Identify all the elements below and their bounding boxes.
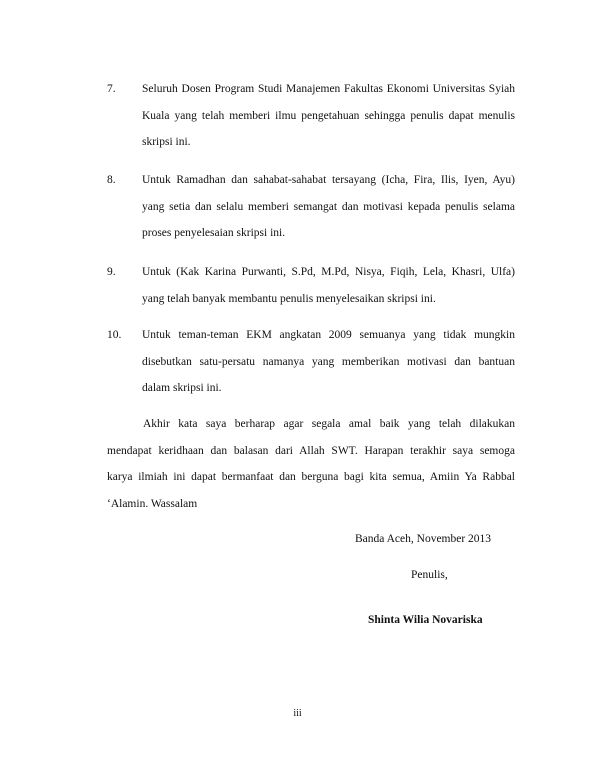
text-line: mendapat keridhaan dan balasan dari Allah SWT. Harapan terakhir saya semoga xyxy=(107,444,515,457)
list-item xyxy=(107,76,515,156)
text-line: ‘Alamin. Wassalam xyxy=(107,497,198,510)
list-item xyxy=(107,259,515,312)
list-item-text xyxy=(142,259,515,312)
text-line: Untuk teman-teman EKM angkatan 2009 semuanya yang tidak mungkin xyxy=(142,329,515,341)
list-item-text xyxy=(142,167,515,247)
text-line: dalam skripsi ini. xyxy=(142,382,222,394)
closing-paragraph xyxy=(107,411,515,517)
list-item-text xyxy=(142,76,515,156)
text-line: Untuk Ramadhan dan sahabat-sahabat tersayang (Icha, Fira, Ilis, Iyen, Ayu) xyxy=(142,174,515,186)
signature-place-date: Banda Aceh, November 2013 xyxy=(355,533,492,545)
list-item-number: 10. xyxy=(107,329,122,341)
text-line: Seluruh Dosen Program Studi Manajemen Fakultas Ekonomi Universitas Syiah xyxy=(142,83,515,95)
text-line: Untuk (Kak Karina Purwanti, S.Pd, M.Pd, Nisya, Fiqih, Lela, Khasri, Ulfa) xyxy=(142,266,515,278)
list-item-number: 9. xyxy=(107,266,116,278)
signature-role: Penulis, xyxy=(411,569,448,581)
signature-name: Shinta Wilia Novariska xyxy=(368,614,483,626)
text-line: yang telah banyak membantu penulis menyelesaikan skripsi ini. xyxy=(142,292,436,305)
page-number: iii xyxy=(293,708,302,719)
list-item xyxy=(107,322,515,402)
text-line: karya ilmiah ini dapat bermanfaat dan berguna bagi kita semua, Amiin Ya Rabbal xyxy=(107,471,515,483)
list-item xyxy=(107,167,515,247)
text-line: disebutkan satu-persatu namanya yang memberikan motivasi dan bantuan xyxy=(142,355,515,368)
text-line: skripsi ini. xyxy=(142,136,191,148)
list-item-text xyxy=(142,322,515,402)
text-line: Kuala yang telah memberi ilmu pengetahuan sehingga penulis dapat menulis xyxy=(142,109,515,122)
list-item-number: 8. xyxy=(107,174,116,186)
text-line: proses penyelesaian skripsi ini. xyxy=(142,227,286,239)
text-line: yang setia dan selalu memberi semangat dan motivasi kepada penulis selama xyxy=(142,200,515,213)
text-line: Akhir kata saya berharap agar segala amal baik yang telah dilakukan xyxy=(143,418,515,430)
list-item-number: 7. xyxy=(107,83,116,95)
